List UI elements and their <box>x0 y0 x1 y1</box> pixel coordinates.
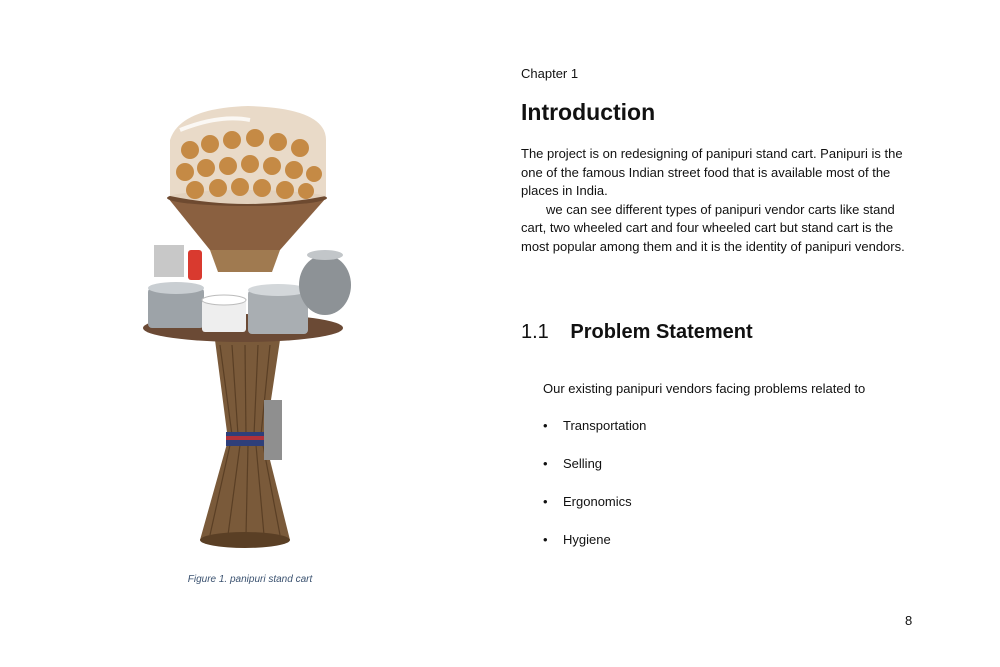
figure-caption: Figure 1. panipuri stand cart <box>187 574 313 585</box>
section-title: Problem Statement <box>570 321 753 343</box>
bullet-icon: • <box>543 456 548 471</box>
list-item <box>543 532 646 570</box>
bullet-icon: • <box>543 418 548 433</box>
panipuri-cart-figure <box>140 100 360 560</box>
list-item-label: Ergonomics <box>563 494 632 509</box>
section-heading <box>521 321 753 344</box>
section-number: 1.1 <box>521 321 549 343</box>
list-item <box>543 456 646 494</box>
list-item <box>543 418 646 456</box>
introduction-text <box>521 145 921 256</box>
problem-list <box>543 418 646 570</box>
list-item <box>543 494 646 532</box>
intro-paragraph: The project is on redesigning of panipuri stand cart. Panipuri is the one of the famous Indian street food that is available most of the places in India. <box>521 146 903 198</box>
panipuri-cart-image <box>140 100 360 560</box>
list-item-label: Hygiene <box>563 532 611 547</box>
intro-paragraph: we can see different types of panipuri vendor carts like stand cart, two wheeled cart and four wheeled cart but stand cart is the most popular among them and it is the identity of panipuri vendors. <box>521 201 905 254</box>
bullet-icon: • <box>543 532 548 547</box>
list-item-label: Transportation <box>563 418 647 433</box>
list-item-label: Selling <box>563 456 603 471</box>
section-lead-text: Our existing panipuri vendors facing problems related to <box>543 381 866 396</box>
bullet-icon: • <box>543 494 548 509</box>
page-number: 8 <box>905 613 913 628</box>
chapter-label: Chapter 1 <box>521 66 579 81</box>
chapter-title: Introduction <box>521 99 656 125</box>
